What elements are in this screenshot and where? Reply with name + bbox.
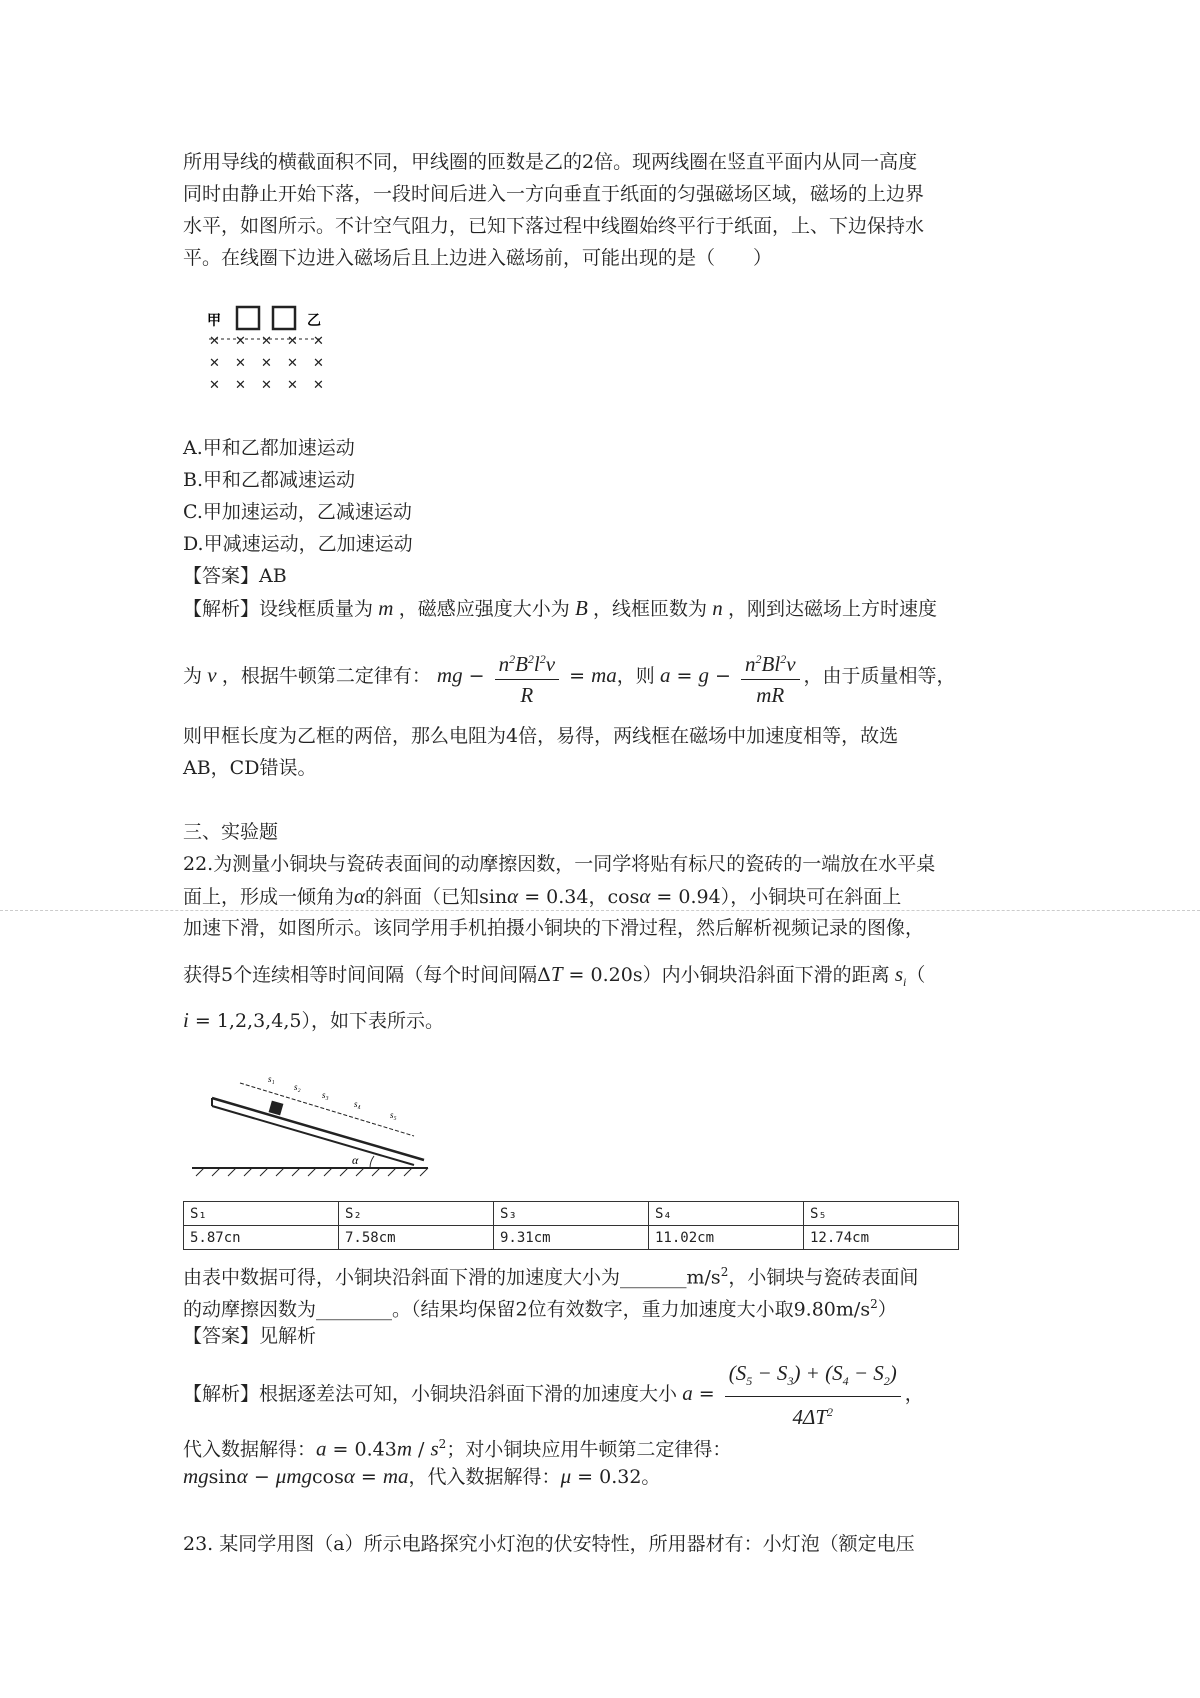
table-row [184,1202,959,1226]
fig-label-right: 乙 [307,313,321,329]
q22-analysis-line-3: mgsinα − μmgcosα = ma，代入数据解得：μ = 0.32。 [183,1464,661,1488]
q21-analysis-line-1: 【解析】设线框质量为 m ，磁感应强度大小为 B ，线框匝数为 n ，刚到达磁场上方时速度 [183,596,938,620]
q22-answer: 【答案】见解析 [183,1325,317,1347]
svg-text:✕: ✕ [261,356,272,371]
svg-text:s₂: s₂ [294,1082,301,1092]
q23-line-1: 23. 某同学用图（a）所示电路探究小灯泡的伏安特性，所用器材有：小灯泡（额定电压 [183,1533,915,1555]
q22-line-4: 获得5个连续相等时间间隔（每个时间间隔ΔT = 0.20s）内小铜块沿斜面下滑的距离 $s_i$（ [183,962,926,990]
table-cell: 11.02cm [649,1226,804,1250]
q22-question-2: 的动摩擦因数为________。（结果均保留2位有效数字，重力加速度大小取$9.80m/s^2$） [183,1297,897,1321]
table-header-cell: S₁ [184,1202,339,1226]
table-cell: 5.87cn [184,1226,339,1250]
svg-text:✕: ✕ [209,378,220,393]
svg-text:✕: ✕ [235,356,246,371]
svg-text:✕: ✕ [209,334,220,349]
svg-text:✕: ✕ [261,334,272,349]
svg-text:✕: ✕ [313,334,324,349]
svg-text:✕: ✕ [287,356,298,371]
q21-analysis-line-4: AB，CD错误。 [183,757,317,779]
q21-analysis-line-3: 则甲框长度为乙框的两倍，那么电阻为4倍，易得，两线框在磁场中加速度相等，故选 [183,725,899,747]
table-cell: 7.58cm [339,1226,494,1250]
svg-text:s₃: s₃ [322,1090,329,1100]
q22-analysis-line-2: 代入数据解得：$a = 0.43m / s^2$；对小铜块应用牛顿第二定律得： [183,1436,732,1461]
fig-label-left: 甲 [207,313,221,329]
option-c: C.甲加速运动，乙减速运动 [183,501,412,523]
svg-text:s₄: s₄ [354,1099,361,1109]
section-heading: 三、实验题 [183,821,279,843]
q22-line-1: 22.为测量小铜块与瓷砖表面间的动摩擦因数，一同学将贴有标尺的瓷砖的一端放在水平桌 [183,853,936,875]
svg-text:✕: ✕ [261,378,272,393]
table-header-cell: S₃ [494,1202,649,1226]
coils-magnetic-field-figure [195,297,335,417]
svg-text:s₁: s₁ [268,1074,275,1084]
svg-text:α: α [352,1153,359,1167]
q22-analysis-line-1: 【解析】根据逐差法可知，小铜块沿斜面下滑的加速度大小 a = $\frac{(S_5 - S_3) + (S_4 - S_2)}{4\Delta T^2}$ ， [183,1361,924,1430]
incline-figure [192,1058,432,1180]
page-divider [0,910,1200,911]
q21-line-1: 所用导线的横截面积不同，甲线圈的匝数是乙的2倍。现两线圈在竖直平面内从同一高度 [183,151,918,173]
distance-table [183,1201,959,1250]
q22-line-5: i = 1,2,3,4,5），如下表所示。 [183,1008,444,1032]
svg-text:✕: ✕ [287,334,298,349]
q21-line-4: 平。在线圈下边进入磁场后且上边进入磁场前，可能出现的是（ ） [183,247,773,269]
q21-line-3: 水平，如图所示。不计空气阻力，已知下落过程中线圈始终平行于纸面，上、下边保持水 [183,215,925,237]
table-cell: 9.31cm [494,1226,649,1250]
svg-text:✕: ✕ [209,356,220,371]
table-header-cell: S₂ [339,1202,494,1226]
svg-text:✕: ✕ [313,378,324,393]
svg-text:✕: ✕ [313,356,324,371]
table-cell: 12.74cm [804,1226,959,1250]
svg-text:s₅: s₅ [390,1110,397,1120]
q22-line-2: 面上，形成一倾角为α的斜面（已知sinα = 0.34，cosα = 0.94），小铜块可在斜面上 [183,884,902,908]
option-a: A.甲和乙都加速运动 [183,437,355,459]
table-header-cell: S₄ [649,1202,804,1226]
svg-text:✕: ✕ [287,378,298,393]
table-header-cell: S₅ [804,1202,959,1226]
q22-line-3: 加速下滑，如图所示。该同学用手机拍摄小铜块的下滑过程，然后解析视频记录的图像， [183,917,925,939]
q21-answer: 【答案】AB [183,565,287,587]
svg-text:✕: ✕ [235,378,246,393]
q21-analysis-line-2: 为 v ，根据牛顿第二定律有： mg − $\frac{n^2B^2l^2v}{R}$ = ma，则 a = g − $\frac{n^2Bl^2v}{mR}$ ，由于质量相等， [183,646,956,708]
option-d: D.甲减速运动，乙加速运动 [183,533,413,555]
q21-line-2: 同时由静止开始下落，一段时间后进入一方向垂直于纸面的匀强磁场区域，磁场的上边界 [183,183,925,205]
option-b: B.甲和乙都减速运动 [183,469,356,491]
table-row [184,1226,959,1250]
svg-text:✕: ✕ [235,334,246,349]
q22-question-1: 由表中数据可得，小铜块沿斜面下滑的加速度大小为$\_\_\_\_\_\_\_m/s^2$，小铜块与瓷砖表面间 [183,1265,919,1289]
